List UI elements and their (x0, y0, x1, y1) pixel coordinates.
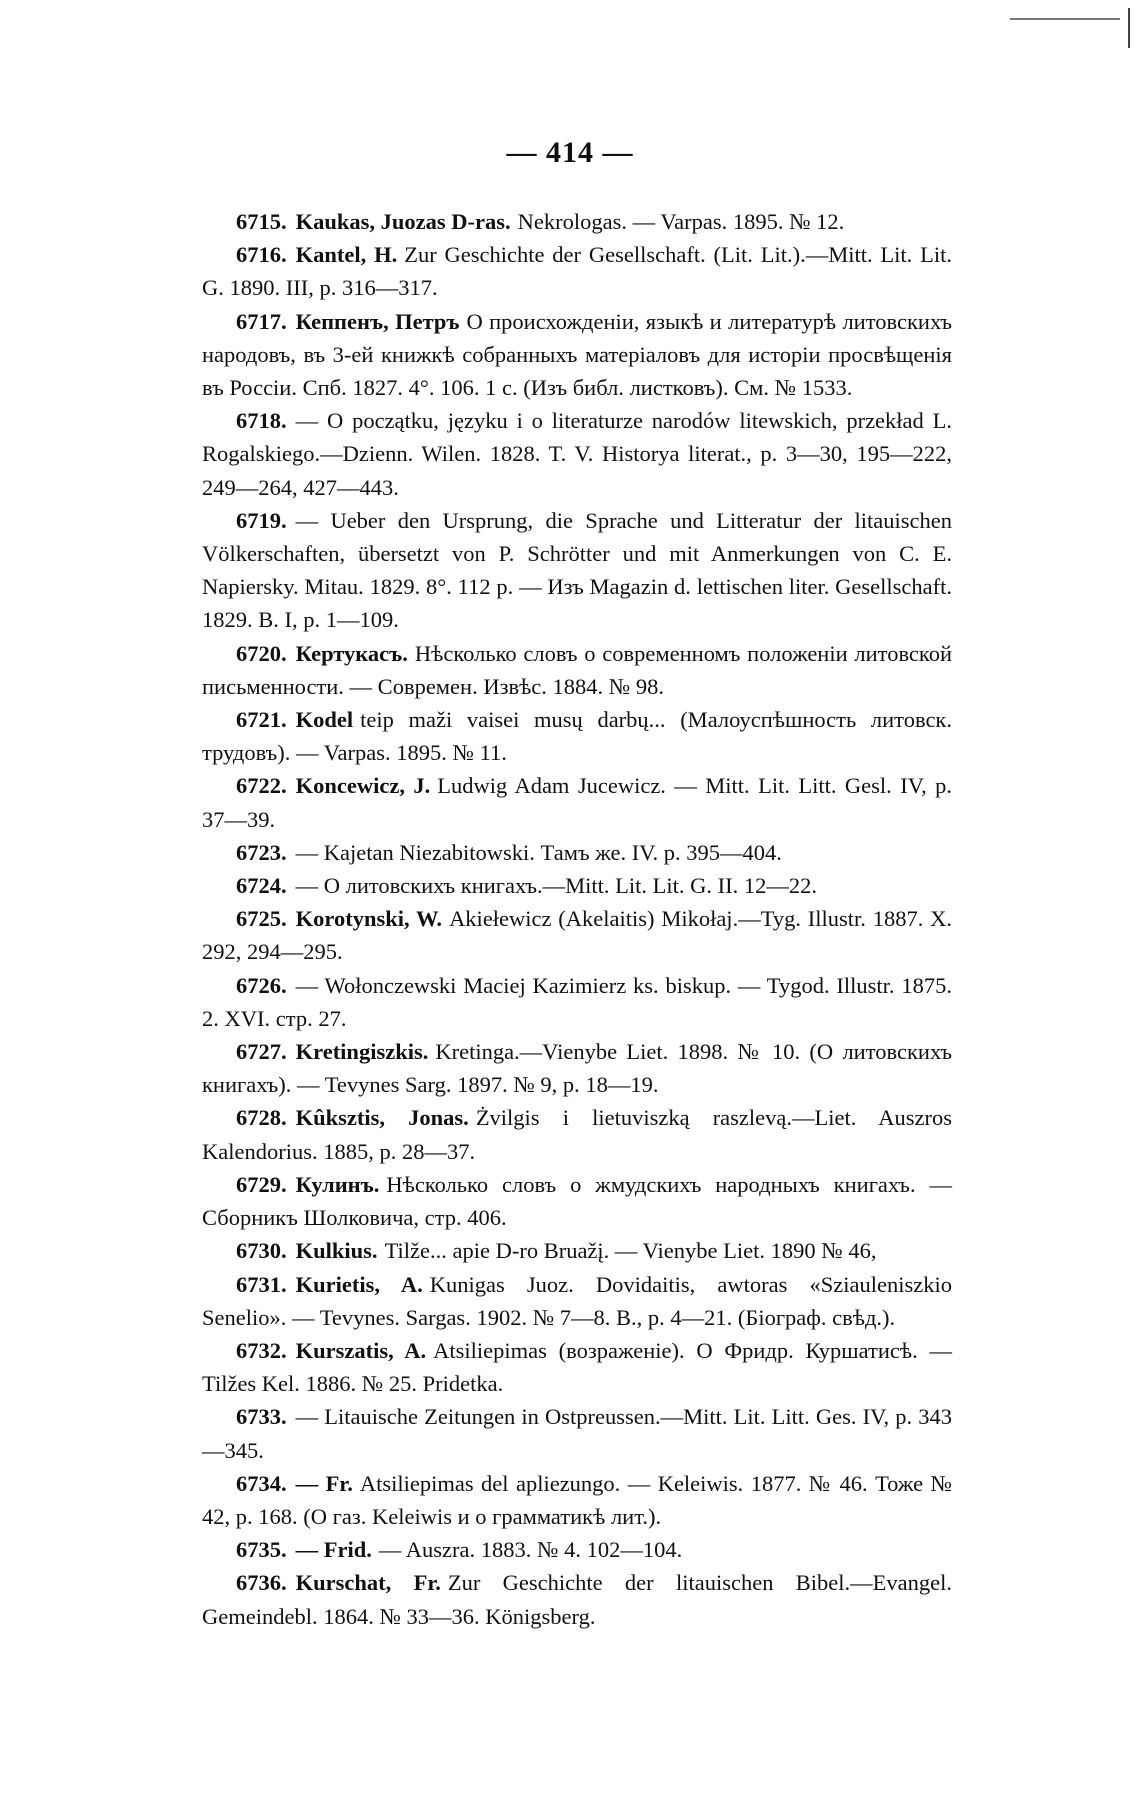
entry-number: 6727. (236, 1039, 287, 1065)
entry-text: Atsiliepimas del apliezungo. — Keleiwis. 1877. № 46. Тоже № 42, p. 168. (О газ. Keleiwis и о грамматикѣ лит.). (202, 1470, 952, 1529)
entry-text: Нѣсколько словъ о современномъ положеніи литовской письменности. — Современ. Извѣс. 1884. № 98. (202, 640, 952, 699)
entry-number: 6734. (236, 1470, 287, 1496)
bibliography-entry (202, 205, 952, 238)
entry-text: Żvilgis i lietuviszką raszlevą.—Liet. Auszros Kalendorius. 1885, p. 28—37. (202, 1105, 953, 1164)
entry-text: Tilže... apie D-ro Bruažį. — Vienybe Liet. 1890 № 46, (384, 1238, 877, 1264)
bibliography-entry (202, 1168, 952, 1234)
bibliography-entry (202, 504, 952, 637)
entry-text: Ludwig Adam Jucewicz. — Mitt. Lit. Litt. Gesl. IV, p. 37—39. (202, 773, 952, 832)
entry-text: Atsiliepimas (возраженіе). О Фридр. Куршатисѣ. — Tilžes Kel. 1886. № 25. Pridetka. (202, 1337, 952, 1397)
entry-author: Korotynski, W. (295, 906, 443, 932)
entry-number: 6735. (236, 1537, 287, 1563)
entry-number: 6732. (236, 1337, 287, 1363)
page-number: — 414 — (506, 136, 634, 169)
entry-author: — Frid. (295, 1537, 372, 1563)
entry-text: Kretinga.—Vienybe Liet. 1898. № 10. (О литовскихъ книгахъ). — Tevynes Sarg. 1897. № 9, p. 18—19. (202, 1039, 952, 1098)
bibliography-entry (202, 1268, 952, 1334)
entry-text: — О литовскихъ книгахъ.—Mitt. Lit. Lit. G. II. 12—22. (295, 873, 818, 899)
entry-number: 6721. (236, 707, 287, 733)
entry-author: Kodel (295, 707, 354, 733)
entry-number: 6733. (236, 1404, 287, 1430)
scan-edge-line (1128, 8, 1130, 48)
bibliography-entry (202, 869, 952, 902)
entry-number: 6730. (236, 1238, 287, 1264)
entry-number: 6722. (236, 773, 287, 799)
entry-number: 6723. (236, 839, 287, 865)
entry-number: 6736. (236, 1570, 287, 1596)
entry-text: Akiełewicz (Akelaitis) Mikołaj.—Tyg. Illustr. 1887. X. 292, 294—295. (202, 906, 952, 965)
bibliography-entry (202, 1035, 952, 1101)
entry-author: Kurszatis, A. (295, 1337, 427, 1363)
entry-author: Kulkius. (295, 1238, 378, 1264)
entry-number: 6719. (236, 507, 287, 533)
entry-author: Kaukas, Juozas D-ras. (295, 209, 511, 234)
bibliography-entry (202, 637, 952, 703)
entry-number: 6731. (236, 1271, 287, 1297)
entry-number: 6728. (236, 1105, 287, 1131)
bibliography-entry (202, 1533, 952, 1566)
entry-text: — Wołonczewski Maciej Kazimierz ks. biskup. — Tygod. Illustr. 1875. 2. XVI. стр. 27. (202, 972, 952, 1031)
entry-text: — Litauische Zeitungen in Ostpreussen.—Mitt. Lit. Litt. Ges. IV, p. 343—345. (202, 1404, 952, 1463)
entry-number: 6720. (236, 640, 287, 666)
bibliography-entry (202, 1234, 952, 1267)
entry-text: Nekrologas. — Varpas. 1895. № 12. (517, 209, 845, 234)
bibliography-entry (202, 1566, 952, 1632)
entry-author: Kretingiszkis. (295, 1039, 429, 1065)
entry-text: Нѣсколько словъ о жмудскихъ народныхъ книгахъ. — Сборникъ Шолковича, стр. 406. (202, 1171, 952, 1231)
scan-edge-mark (1010, 18, 1120, 20)
entry-number: 6715. (236, 209, 287, 234)
entry-number: 6729. (236, 1171, 287, 1197)
entry-text: — Ueber den Ursprung, die Sprache und Litteratur der litauischen Völkerschaften, übersetzt von P. Schrötter und mit Anmerkungen von C. E. Napiersky. Mitau. 1829. 8°. 112 p. — Изъ Magazin d. lettischen liter. Gesellschaft. 1829. B. I, p. 1—109. (202, 507, 952, 633)
bibliography-entry (202, 902, 952, 968)
bibliography-entry (202, 1467, 952, 1533)
entry-author: Кеппенъ, Петръ (295, 308, 460, 334)
entry-author: Кулинъ. (295, 1171, 380, 1197)
bibliography-entries (202, 205, 952, 1633)
entry-text: teip maži vaisei musų darbų... (Малоуспѣшность литовск. трудовъ). — Varpas. 1895. № 11. (202, 707, 952, 766)
bibliography-entry (202, 1400, 952, 1466)
entry-author: Кертукасъ. (295, 640, 408, 666)
entry-number: 6717. (236, 308, 287, 334)
entry-text: — O początku, języku i o literaturze narodów litewskich, przekład L. Rogalskiego.—Dzienn. Wilen. 1828. T. V. Historya literat., p. 3—30, 195—222, 249—264, 427—443. (202, 408, 952, 500)
entry-number: 6716. (236, 242, 287, 268)
entry-author: Kûksztis, Jonas. (295, 1105, 469, 1131)
entry-author: Kurietis, A. (295, 1271, 423, 1297)
entry-text: Zur Geschichte der Gesellschaft. (Lit. Lit.).—Mitt. Lit. Lit. G. 1890. III, p. 316—317. (202, 242, 952, 301)
bibliography-entry (202, 969, 952, 1035)
bibliography-entry (202, 1101, 952, 1167)
entry-text: О происхожденіи, языкѣ и литературѣ литовскихъ народовъ, въ 3-ей книжкѣ собранныхъ матеріаловъ для исторіи просвѣщенія въ Россіи. Спб. 1827. 4°. 106. 1 с. (Изъ библ. листковъ). См. № 1533. (202, 308, 952, 401)
bibliography-entry (202, 238, 952, 304)
bibliography-entry (202, 305, 952, 405)
bibliography-entry (202, 769, 952, 835)
entry-author: Kantel, H. (295, 242, 398, 268)
entry-author: Koncewicz, J. (295, 773, 431, 799)
entry-number: 6718. (236, 408, 287, 434)
bibliography-entry (202, 703, 952, 769)
entry-author: — Fr. (295, 1470, 353, 1496)
entry-text: Zur Geschichte der litauischen Bibel.—Evangel. Gemeindebl. 1864. № 33—36. Königsberg. (202, 1570, 952, 1629)
entry-text: — Auszra. 1883. № 4. 102—104. (378, 1537, 683, 1563)
bibliography-entry (202, 404, 952, 504)
entry-number: 6725. (236, 906, 287, 932)
entry-text: Kunigas Juoz. Dovidaitis, awtoras «Sziauleniszkio Senelio». — Tevynes. Sargas. 1902. № 7—8. B., p. 4—21. (Біограф. свѣд.). (202, 1271, 952, 1330)
entry-number: 6724. (236, 873, 287, 899)
bibliography-entry (202, 1334, 952, 1400)
entry-author: Kurschat, Fr. (295, 1570, 441, 1596)
entry-number: 6726. (236, 972, 287, 998)
entry-text: — Kajetan Niezabitowski. Тамъ же. IV. p. 395—404. (295, 839, 782, 865)
bibliography-entry (202, 836, 952, 869)
